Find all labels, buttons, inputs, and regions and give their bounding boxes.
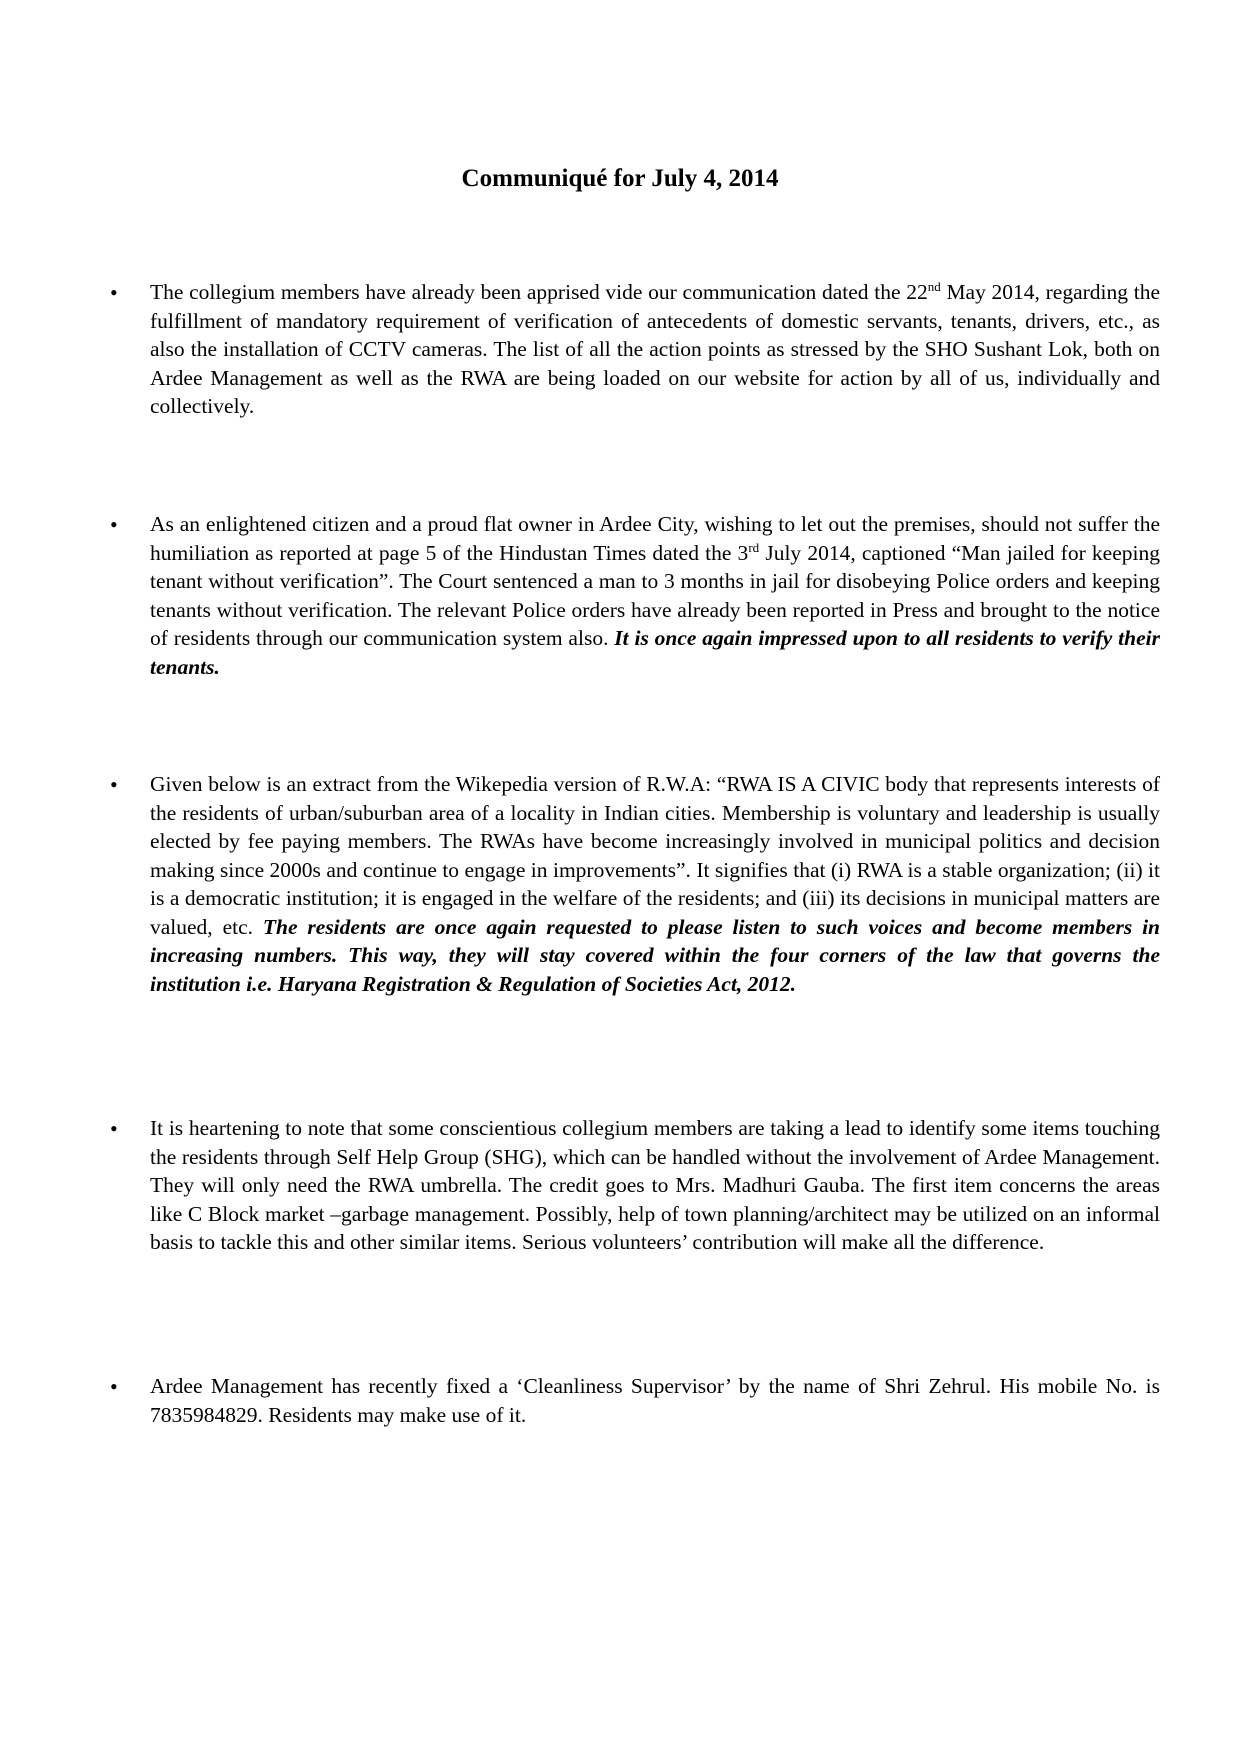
list-item-text: [150, 1114, 1160, 1257]
ordinal-suffix: nd: [927, 278, 941, 294]
bullet-icon: •: [110, 1116, 118, 1141]
text-segment: As an enlightened citizen and a proud flat owner in Ardee City, wishing to let out the premises, should not suffer the humiliation as reported at page 5 of the Hindustan Times dated the 3: [150, 512, 1160, 565]
list-item-text: [150, 278, 1160, 421]
text-segment: The collegium members have already been apprised vide our communication dated the 22: [150, 280, 928, 304]
ordinal-suffix: rd: [748, 539, 760, 555]
page-title: Communiqué for July 4, 2014: [461, 165, 779, 192]
text-segment: July 2014, captioned “Man jailed for keeping tenant without verification”. The Court sentenced a man to 3 months in jail for disobeying Police orders and keeping tenants without verification. The relevant Police orders have already been reported in Press and brought to the notice of residents through our communication system also.: [150, 540, 1160, 650]
text-segment: It is heartening to note that some conscientious collegium members are taking a lead to identify some items touching the residents through Self Help Group (SHG), which can be handled without the involvement of Ardee Management. They will only need the RWA umbrella. The credit goes to Mrs. Madhuri Gauba. The first item concerns the areas like C Block market –garbage management. Possibly, help of town planning/architect may be utilized on an informal basis to tackle this and other similar items. Serious volunteers’ contribution will make all the difference.: [150, 1116, 1160, 1254]
bullet-icon: •: [110, 280, 118, 305]
list-item-text: [150, 1372, 1160, 1429]
list-item-text: [150, 770, 1160, 998]
list-item-text: [150, 510, 1160, 681]
bullet-icon: •: [110, 772, 118, 797]
text-segment: May 2014, regarding the fulfillment of mandatory requirement of verification of antecedents of domestic servants, tenants, drivers, etc., as also the installation of CCTV cameras. The list of all the action points as stressed by the SHO Sushant Lok, both on Ardee Management as well as the RWA are being loaded on our website for action by all of us, individually and collectively.: [150, 280, 1160, 418]
emphasized-text: The residents are once again requested to please listen to such voices and become members in increasing numbers. This way, they will stay covered within the four corners of the law that governs the institution i.e. Haryana Registration & Regulation of Societies Act, 2012.: [150, 914, 1160, 996]
bullet-icon: •: [110, 512, 118, 537]
text-segment: Given below is an extract from the Wikepedia version of R.W.A: “RWA IS A CIVIC body that represents interests of the residents of urban/suburban area of a locality in Indian cities. Membership is voluntary and leadership is usually elected by fee paying members. The RWAs have become increasingly involved in municipal politics and decision making since 2000s and continue to engage in improvements”. It signifies that (i) RWA is a stable organization; (ii) it is a democratic institution; it is engaged in the welfare of the residents; and (iii) its decisions in municipal matters are valued, etc.: [150, 772, 1160, 939]
text-segment: Ardee Management has recently fixed a ‘Cleanliness Supervisor’ by the name of Shri Zehrul. His mobile No. is 7835984829. Residents may make use of it.: [150, 1374, 1160, 1427]
emphasized-text: It is once again impressed upon to all residents to verify their tenants.: [150, 626, 1160, 679]
bullet-icon: •: [110, 1374, 118, 1399]
